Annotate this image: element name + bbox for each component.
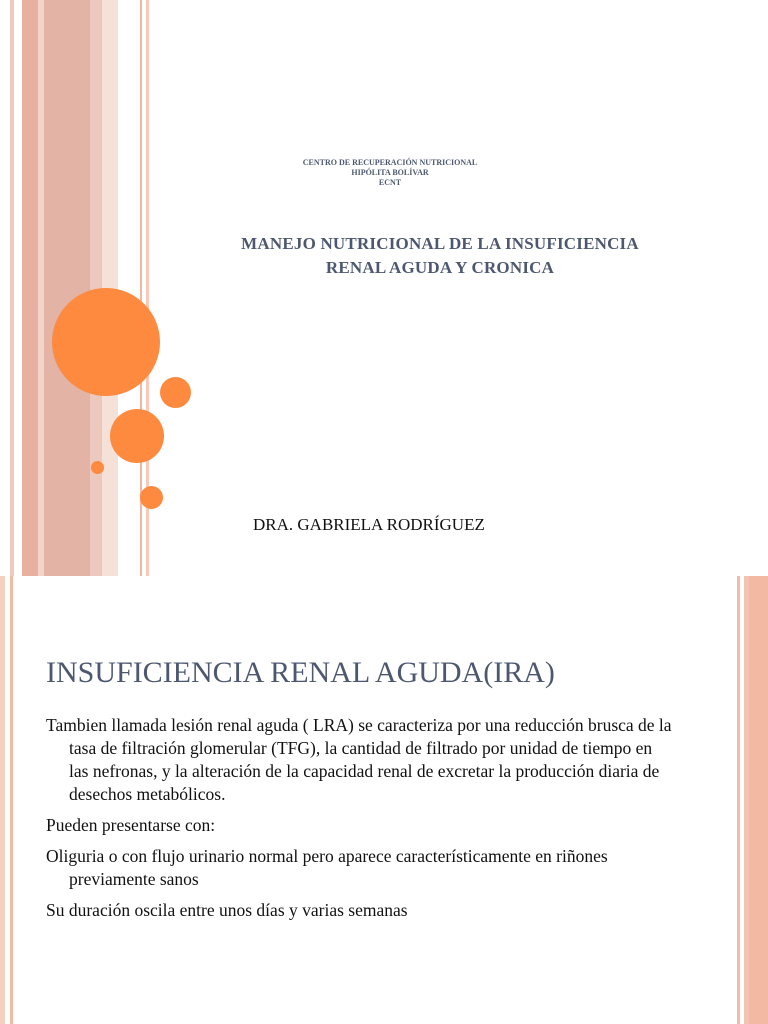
title-line: RENAL AGUDA Y CRONICA	[325, 258, 555, 277]
list-item: Oliguria o con flujo urinario normal pero aparece característicamente en riñones previamente sanos	[46, 846, 608, 889]
list-item: Tambien llamada lesión renal aguda ( LRA) se caracteriza por una reducción brusca de la tasa de filtración glomerular (TFG), la cantidad de filtrado por unidad de tiempo en las nefronas, y la alteración de la capacidad renal de excretar la producción diaria de desechos metabólicos.	[46, 715, 672, 804]
small-orange-circle	[160, 377, 191, 408]
institution-line: HIPÓLITA BOLÍVAR	[351, 168, 429, 177]
title-line: MANEJO NUTRICIONAL DE LA INSUFICIENCIA	[241, 234, 639, 253]
medium-orange-circle	[110, 409, 164, 463]
author-name: DRA. GABRIELA RODRÍGUEZ	[253, 515, 485, 534]
content-list	[46, 714, 674, 930]
institution-line: ECNT	[378, 178, 402, 187]
institution-name	[250, 158, 530, 188]
tiny-orange-circle	[91, 461, 104, 474]
large-orange-circle	[52, 288, 160, 396]
list-item: Pueden presentarse con:	[46, 815, 216, 835]
institution-line: CENTRO DE RECUPERACIÓN NUTRICIONAL	[302, 158, 478, 167]
content-slide	[0, 576, 768, 1024]
slide-heading: INSUFICIENCIA RENAL AGUDA(IRA)	[46, 656, 555, 689]
small-orange-circle	[140, 486, 163, 509]
presentation-title	[200, 232, 680, 280]
list-item: Su duración oscila entre unos días y varias semanas	[46, 900, 408, 920]
